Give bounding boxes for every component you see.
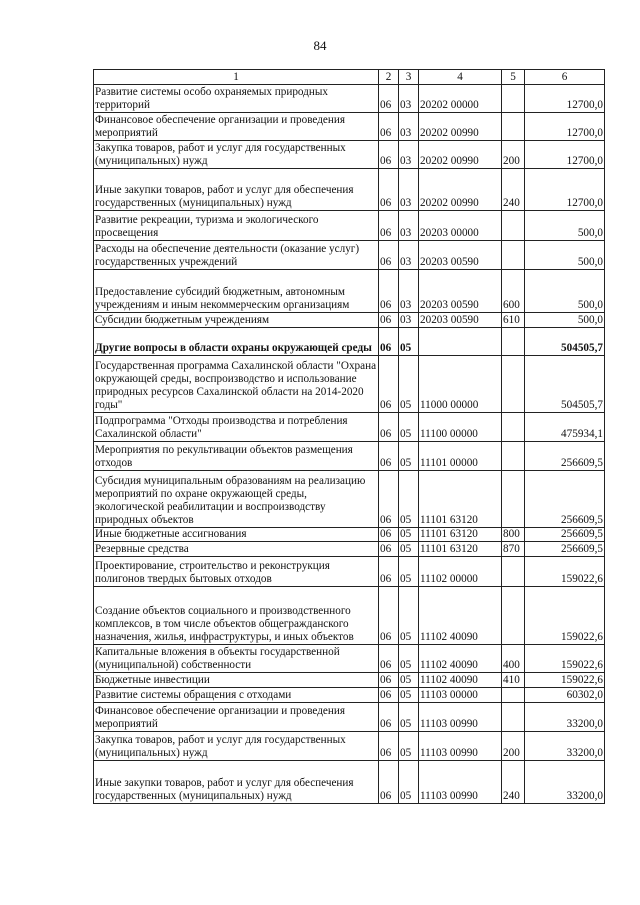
row-amount: 504505,7 xyxy=(525,328,605,356)
row-target-code: 11101 00000 xyxy=(419,442,502,471)
row-subsection: 03 xyxy=(399,113,419,141)
table-row xyxy=(94,442,605,471)
row-subsection: 03 xyxy=(399,313,419,328)
row-target-code: 20202 00000 xyxy=(419,85,502,113)
header-cell: 6 xyxy=(525,70,605,85)
row-amount: 256609,5 xyxy=(525,442,605,471)
row-amount: 60302,0 xyxy=(525,688,605,703)
row-name: Бюджетные инвестиции xyxy=(94,673,379,688)
row-target-code: 20203 00590 xyxy=(419,270,502,313)
header-cell: 3 xyxy=(399,70,419,85)
row-target-code: 11102 40090 xyxy=(419,673,502,688)
row-section: 06 xyxy=(379,645,399,673)
row-target-code: 11101 63120 xyxy=(419,471,502,528)
row-subsection: 05 xyxy=(399,356,419,413)
row-amount: 500,0 xyxy=(525,270,605,313)
row-name: Закупка товаров, работ и услуг для государственных (муниципальных) нужд xyxy=(94,141,379,169)
row-name: Финансовое обеспечение организации и проведения мероприятий xyxy=(94,113,379,141)
row-expense-type: 800 xyxy=(502,528,525,542)
row-amount: 33200,0 xyxy=(525,761,605,804)
header-cell: 5 xyxy=(502,70,525,85)
row-expense-type xyxy=(502,587,525,645)
table-row xyxy=(94,542,605,557)
row-amount: 159022,6 xyxy=(525,557,605,587)
row-subsection: 05 xyxy=(399,557,419,587)
row-name: Расходы на обеспечение деятельности (оказание услуг) государственных учреждений xyxy=(94,241,379,270)
row-name: Мероприятия по рекультивации объектов размещения отходов xyxy=(94,442,379,471)
row-name: Субсидия муниципальным образованиям на реализацию мероприятий по охране окружающей среды, экологической реабилитации и воспроизводству природных объектов xyxy=(94,471,379,528)
table-row xyxy=(94,761,605,804)
row-name: Субсидии бюджетным учреждениям xyxy=(94,313,379,328)
row-section: 06 xyxy=(379,688,399,703)
header-cell: 4 xyxy=(419,70,502,85)
row-amount: 500,0 xyxy=(525,313,605,328)
row-target-code: 11101 63120 xyxy=(419,528,502,542)
row-section: 06 xyxy=(379,141,399,169)
row-expense-type: 870 xyxy=(502,542,525,557)
table-row xyxy=(94,413,605,442)
table-row xyxy=(94,356,605,413)
row-expense-type: 600 xyxy=(502,270,525,313)
row-subsection: 05 xyxy=(399,413,419,442)
row-subsection: 03 xyxy=(399,270,419,313)
row-subsection: 03 xyxy=(399,241,419,270)
header-cell: 1 xyxy=(94,70,379,85)
table-row xyxy=(94,313,605,328)
row-name: Финансовое обеспечение организации и проведения мероприятий xyxy=(94,703,379,732)
row-amount: 33200,0 xyxy=(525,732,605,761)
row-name: Проектирование, строительство и реконструкция полигонов твердых бытовых отходов xyxy=(94,557,379,587)
row-subsection: 03 xyxy=(399,141,419,169)
row-subsection: 05 xyxy=(399,328,419,356)
table-row xyxy=(94,113,605,141)
table-row xyxy=(94,241,605,270)
row-expense-type xyxy=(502,85,525,113)
row-expense-type: 200 xyxy=(502,732,525,761)
row-amount: 159022,6 xyxy=(525,645,605,673)
row-name: Иные закупки товаров, работ и услуг для обеспечения государственных (муниципальных) нужд xyxy=(94,169,379,211)
row-subsection: 05 xyxy=(399,673,419,688)
row-expense-type xyxy=(502,211,525,241)
row-amount: 256609,5 xyxy=(525,542,605,557)
table-row xyxy=(94,645,605,673)
row-target-code: 20203 00590 xyxy=(419,241,502,270)
row-section: 06 xyxy=(379,442,399,471)
row-section: 06 xyxy=(379,113,399,141)
row-amount: 500,0 xyxy=(525,211,605,241)
row-section: 06 xyxy=(379,587,399,645)
row-amount: 500,0 xyxy=(525,241,605,270)
row-subsection: 05 xyxy=(399,761,419,804)
row-expense-type xyxy=(502,113,525,141)
row-section: 06 xyxy=(379,557,399,587)
budget-table xyxy=(93,69,605,804)
table-row xyxy=(94,688,605,703)
row-target-code: 20203 00000 xyxy=(419,211,502,241)
row-section: 06 xyxy=(379,85,399,113)
row-amount: 256609,5 xyxy=(525,528,605,542)
row-expense-type: 610 xyxy=(502,313,525,328)
row-name: Подпрограмма "Отходы производства и потребления Сахалинской области" xyxy=(94,413,379,442)
row-subsection: 05 xyxy=(399,528,419,542)
row-section: 06 xyxy=(379,673,399,688)
row-target-code: 11103 00000 xyxy=(419,688,502,703)
row-subsection: 03 xyxy=(399,211,419,241)
row-subsection: 05 xyxy=(399,542,419,557)
row-subsection: 03 xyxy=(399,169,419,211)
row-target-code: 20202 00990 xyxy=(419,113,502,141)
row-name: Развитие рекреации, туризма и экологического просвещения xyxy=(94,211,379,241)
row-name: Иные закупки товаров, работ и услуг для обеспечения государственных (муниципальных) нужд xyxy=(94,761,379,804)
row-name: Предоставление субсидий бюджетным, автономным учреждениям и иным некоммерческим организациям xyxy=(94,270,379,313)
row-amount: 33200,0 xyxy=(525,703,605,732)
row-expense-type: 240 xyxy=(502,169,525,211)
row-amount: 475934,1 xyxy=(525,413,605,442)
row-section: 06 xyxy=(379,211,399,241)
table-row xyxy=(94,557,605,587)
table-row xyxy=(94,270,605,313)
row-subsection: 05 xyxy=(399,645,419,673)
row-target-code: 11102 40090 xyxy=(419,587,502,645)
row-amount: 12700,0 xyxy=(525,141,605,169)
row-amount: 159022,6 xyxy=(525,673,605,688)
row-expense-type: 240 xyxy=(502,761,525,804)
page-number: 84 xyxy=(313,38,327,53)
row-target-code xyxy=(419,328,502,356)
row-expense-type xyxy=(502,703,525,732)
row-amount: 12700,0 xyxy=(525,169,605,211)
row-expense-type: 200 xyxy=(502,141,525,169)
row-section: 06 xyxy=(379,471,399,528)
row-target-code: 20202 00990 xyxy=(419,169,502,211)
table-row xyxy=(94,732,605,761)
table-row xyxy=(94,211,605,241)
header-cell: 2 xyxy=(379,70,399,85)
row-target-code: 20203 00590 xyxy=(419,313,502,328)
row-section: 06 xyxy=(379,270,399,313)
table-row xyxy=(94,587,605,645)
row-target-code: 20202 00990 xyxy=(419,141,502,169)
row-section: 06 xyxy=(379,732,399,761)
table-row xyxy=(94,471,605,528)
row-target-code: 11100 00000 xyxy=(419,413,502,442)
row-subsection: 03 xyxy=(399,85,419,113)
row-expense-type xyxy=(502,413,525,442)
row-target-code: 11103 00990 xyxy=(419,761,502,804)
header-row xyxy=(94,70,605,85)
row-section: 06 xyxy=(379,761,399,804)
row-section: 06 xyxy=(379,542,399,557)
row-expense-type xyxy=(502,328,525,356)
table-row xyxy=(94,141,605,169)
row-section: 06 xyxy=(379,413,399,442)
row-name: Создание объектов социального и производственного комплексов, в том числе объектов общегражданского назначения, жилья, инфраструктуры, и иных объектов xyxy=(94,587,379,645)
row-target-code: 11103 00990 xyxy=(419,703,502,732)
row-subsection: 05 xyxy=(399,703,419,732)
row-amount: 504505,7 xyxy=(525,356,605,413)
row-section: 06 xyxy=(379,313,399,328)
row-name: Государственная программа Сахалинской области "Охрана окружающей среды, воспроизводство и использование природных ресурсов Сахалинской области на 2014-2020 годы" xyxy=(94,356,379,413)
row-section: 06 xyxy=(379,356,399,413)
row-amount: 12700,0 xyxy=(525,85,605,113)
row-expense-type: 410 xyxy=(502,673,525,688)
row-amount: 256609,5 xyxy=(525,471,605,528)
table-row xyxy=(94,85,605,113)
row-target-code: 11000 00000 xyxy=(419,356,502,413)
table-row xyxy=(94,673,605,688)
row-subsection: 05 xyxy=(399,442,419,471)
row-name: Другие вопросы в области охраны окружающей среды xyxy=(94,328,379,356)
row-name: Закупка товаров, работ и услуг для государственных (муниципальных) нужд xyxy=(94,732,379,761)
table-row xyxy=(94,328,605,356)
row-expense-type xyxy=(502,442,525,471)
row-target-code: 11101 63120 xyxy=(419,542,502,557)
row-subsection: 05 xyxy=(399,587,419,645)
row-subsection: 05 xyxy=(399,471,419,528)
row-section: 06 xyxy=(379,241,399,270)
row-expense-type xyxy=(502,471,525,528)
row-expense-type xyxy=(502,356,525,413)
row-name: Капитальные вложения в объекты государственной (муниципальной) собственности xyxy=(94,645,379,673)
row-expense-type xyxy=(502,241,525,270)
row-name: Иные бюджетные ассигнования xyxy=(94,528,379,542)
row-target-code: 11102 00000 xyxy=(419,557,502,587)
row-amount: 159022,6 xyxy=(525,587,605,645)
table-row xyxy=(94,703,605,732)
row-section: 06 xyxy=(379,169,399,211)
row-name: Резервные средства xyxy=(94,542,379,557)
row-target-code: 11103 00990 xyxy=(419,732,502,761)
row-section: 06 xyxy=(379,528,399,542)
row-subsection: 05 xyxy=(399,732,419,761)
row-amount: 12700,0 xyxy=(525,113,605,141)
row-section: 06 xyxy=(379,328,399,356)
row-expense-type xyxy=(502,688,525,703)
table-row xyxy=(94,169,605,211)
row-subsection: 05 xyxy=(399,688,419,703)
row-name: Развитие системы обращения с отходами xyxy=(94,688,379,703)
row-expense-type: 400 xyxy=(502,645,525,673)
row-expense-type xyxy=(502,557,525,587)
row-target-code: 11102 40090 xyxy=(419,645,502,673)
row-section: 06 xyxy=(379,703,399,732)
row-name: Развитие системы особо охраняемых природных территорий xyxy=(94,85,379,113)
table-row xyxy=(94,528,605,542)
